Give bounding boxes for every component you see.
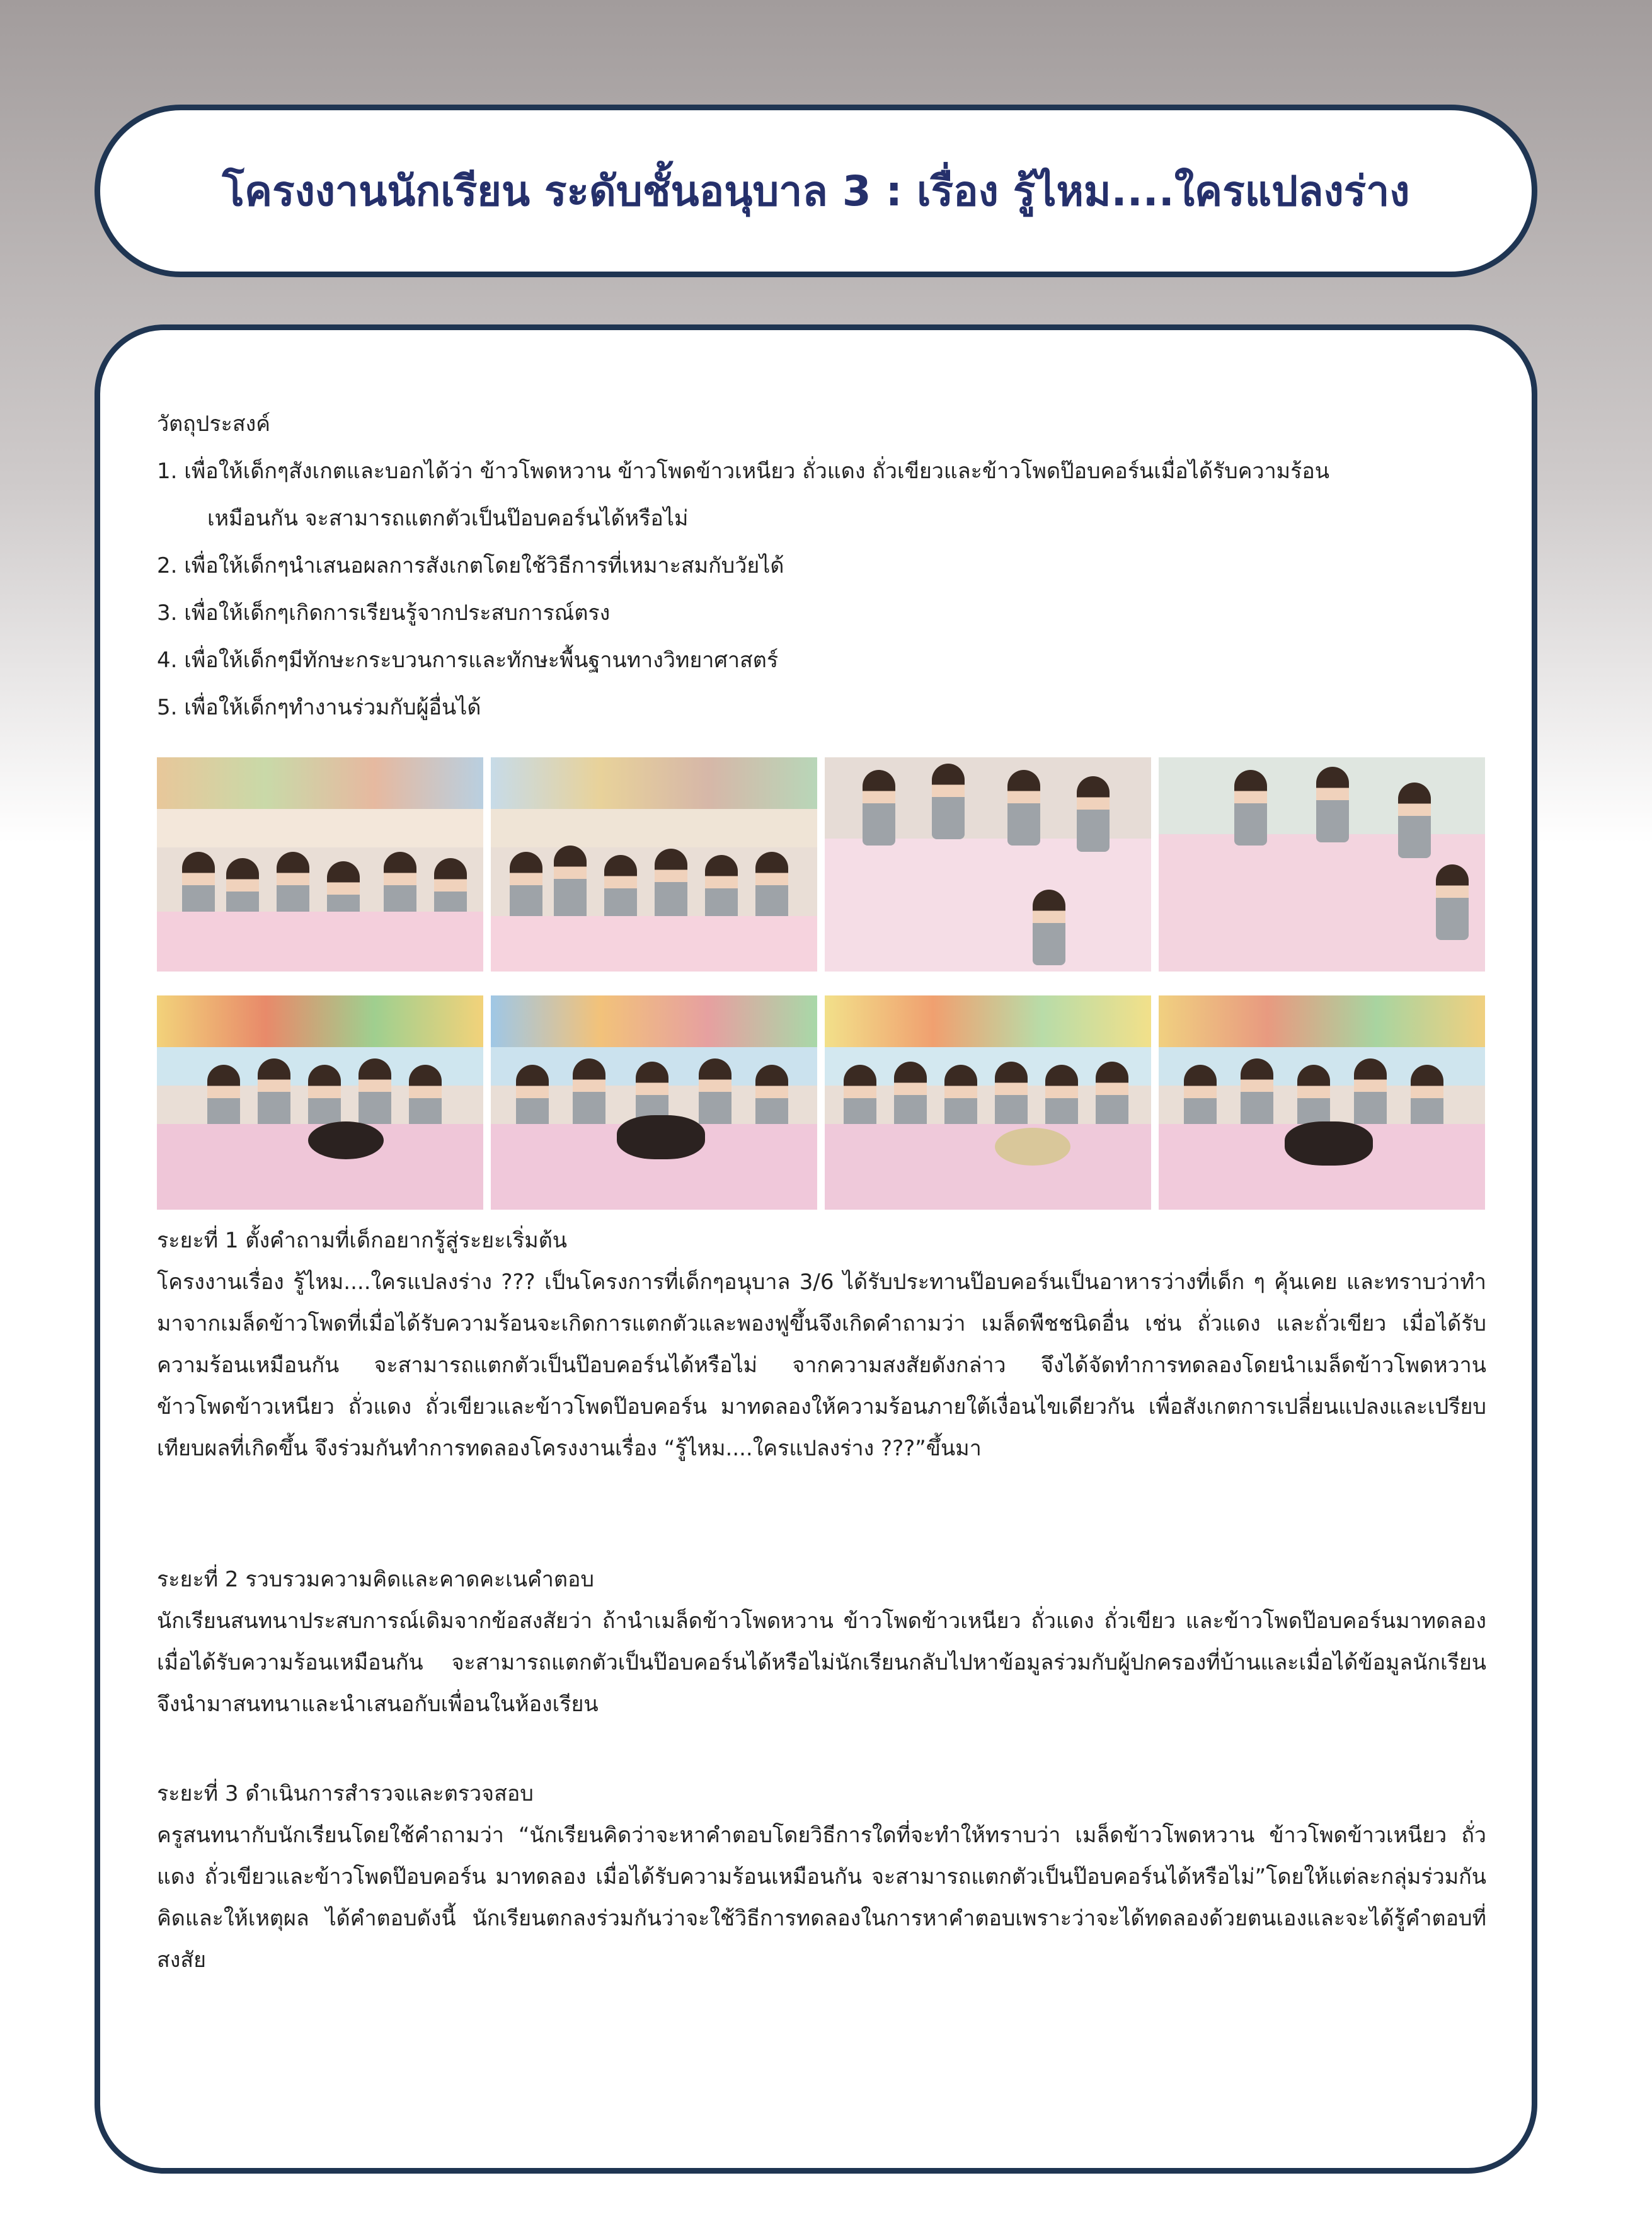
phase-1-body: โครงงานเรื่อง รู้ไหม....ใครแปลงร่าง ??? เป็นโครงการที่เด็กๆอนุบาล 3/6 ได้รับประทานป๊อบคอร์นเป็นอาหารว่างที่เด็ก ๆ คุ้นเคย และทราบว่าทำมาจากเมล็ดข้าวโพดที่เมื่อได้รับความร้อนจะเกิดการแตกตัวและพองฟูขึ้นจึงเกิดคำถามว่า เมล็ดพืชชนิดอื่น เช่น ถั่วแดง และถั่วเขียว เมื่อได้รับความร้อนเหมือนกัน จะสามารถแตกตัวเป็นป๊อบคอร์นได้หรือไม่ จากความสงสัยดังกล่าว จึงได้จัดทำการทดลองโดยนำเมล็ดข้าวโพดหวาน ข้าวโพดข้าวเหนียว ถั่วแดง ถั่วเขียวและข้าวโพดป๊อบคอร์น มาทดลองให้ความร้อนภายใต้เงื่อนไขเดียวกัน เพื่อสังเกตการเปลี่ยนแปลงและเปรียบเทียบผลที่เกิดขึ้น จึงร่วมกันทำการทดลองโครงงานเรื่อง “รู้ไหม....ใครแปลงร่าง ???”ขึ้นมา	[157, 1270, 1486, 1461]
objective-item-5: 5. เพื่อให้เด็กๆทำงานร่วมกับผู้อื่นได้	[157, 695, 481, 720]
photo-experiment-2	[491, 995, 817, 1210]
objectives-section	[157, 401, 1486, 731]
phase-2-body: นักเรียนสนทนาประสบการณ์เดิมจากข้อสงสัยว่า ถ้านำเมล็ดข้าวโพดหวาน ข้าวโพดข้าวเหนียว ถั่วแดง ถั่วเขียว และข้าวโพดป๊อบคอร์นมาทดลอง เมื่อได้รับความร้อนเหมือนกัน จะสามารถแตกตัวเป็นป๊อบคอร์นได้หรือไม่นักเรียนกลับไปหาข้อมูลร่วมกับผู้ปกครองที่บ้านและเมื่อได้ข้อมูลนักเรียนจึงนำมาสนทนาและนำเสนอกับเพื่อนในห้องเรียน	[157, 1608, 1486, 1717]
objectives-heading: วัตถุประสงค์	[157, 411, 270, 437]
phase-1-section	[157, 1220, 1486, 1469]
photo-classroom-presentation-2	[491, 757, 817, 972]
photo-experiment-3	[825, 995, 1151, 1210]
photo-experiment-1	[157, 995, 483, 1210]
phase-3-section	[157, 1773, 1486, 1981]
photo-classroom-presentation-1	[157, 757, 483, 972]
phase-2-section	[157, 1559, 1486, 1725]
objective-item-3: 3. เพื่อให้เด็กๆเกิดการเรียนรู้จากประสบการณ์ตรง	[157, 600, 611, 626]
photo-grid	[157, 757, 1486, 1211]
photo-group-table-1	[825, 757, 1151, 972]
objective-item-1-cont: เหมือนกัน จะสามารถแตกตัวเป็นป๊อบคอร์นได้หรือไม่	[207, 506, 689, 531]
phase-2-heading: ระยะที่ 2 รวบรวมความคิดและคาดคะเนคำตอบ	[157, 1567, 594, 1592]
phase-1-heading: ระยะที่ 1 ตั้งคำถามที่เด็กอยากรู้สู่ระยะเริ่มต้น	[157, 1228, 568, 1253]
content-panel	[95, 324, 1537, 2174]
photo-experiment-4	[1159, 995, 1485, 1210]
phase-3-heading: ระยะที่ 3 ดำเนินการสำรวจและตรวจสอบ	[157, 1781, 534, 1806]
page-title: โครงงานนักเรียน ระดับชั้นอนุบาล 3 : เรื่อง รู้ไหม....ใครแปลงร่าง	[222, 166, 1410, 215]
objective-item-2: 2. เพื่อให้เด็กๆนำเสนอผลการสังเกตโดยใช้วิธีการที่เหมาะสมกับวัยได้	[157, 553, 784, 578]
objective-item-1: 1. เพื่อให้เด็กๆสังเกตและบอกได้ว่า ข้าวโพดหวาน ข้าวโพดข้าวเหนียว ถั่วแดง ถั่วเขียวและข้าวโพดป๊อบคอร์นเมื่อได้รับความร้อน	[157, 459, 1330, 484]
objective-item-4: 4. เพื่อให้เด็กๆมีทักษะกระบวนการและทักษะพื้นฐานทางวิทยาศาสตร์	[157, 648, 779, 673]
photo-group-table-2	[1159, 757, 1485, 972]
phase-3-body: ครูสนทนากับนักเรียนโดยใช้คำถามว่า “นักเรียนคิดว่าจะหาคำตอบโดยวิธีการใดที่จะทำให้ทราบว่า เมล็ดข้าวโพดหวาน ข้าวโพดข้าวเหนียว ถั่วแดง ถั่วเขียวและข้าวโพดป๊อบคอร์น มาทดลอง เมื่อได้รับความร้อนเหมือนกัน จะสามารถแตกตัวเป็นป๊อบคอร์นได้หรือไม่”โดยให้แต่ละกลุ่มร่วมกันคิดและให้เหตุผล ได้คำตอบดังนี้ นักเรียนตกลงร่วมกันว่าจะใช้วิธีการทดลองในการหาคำตอบเพราะว่าจะได้ทดลองด้วยตนเองและจะได้รู้คำตอบที่สงสัย	[157, 1823, 1486, 1973]
title-banner	[95, 105, 1537, 277]
